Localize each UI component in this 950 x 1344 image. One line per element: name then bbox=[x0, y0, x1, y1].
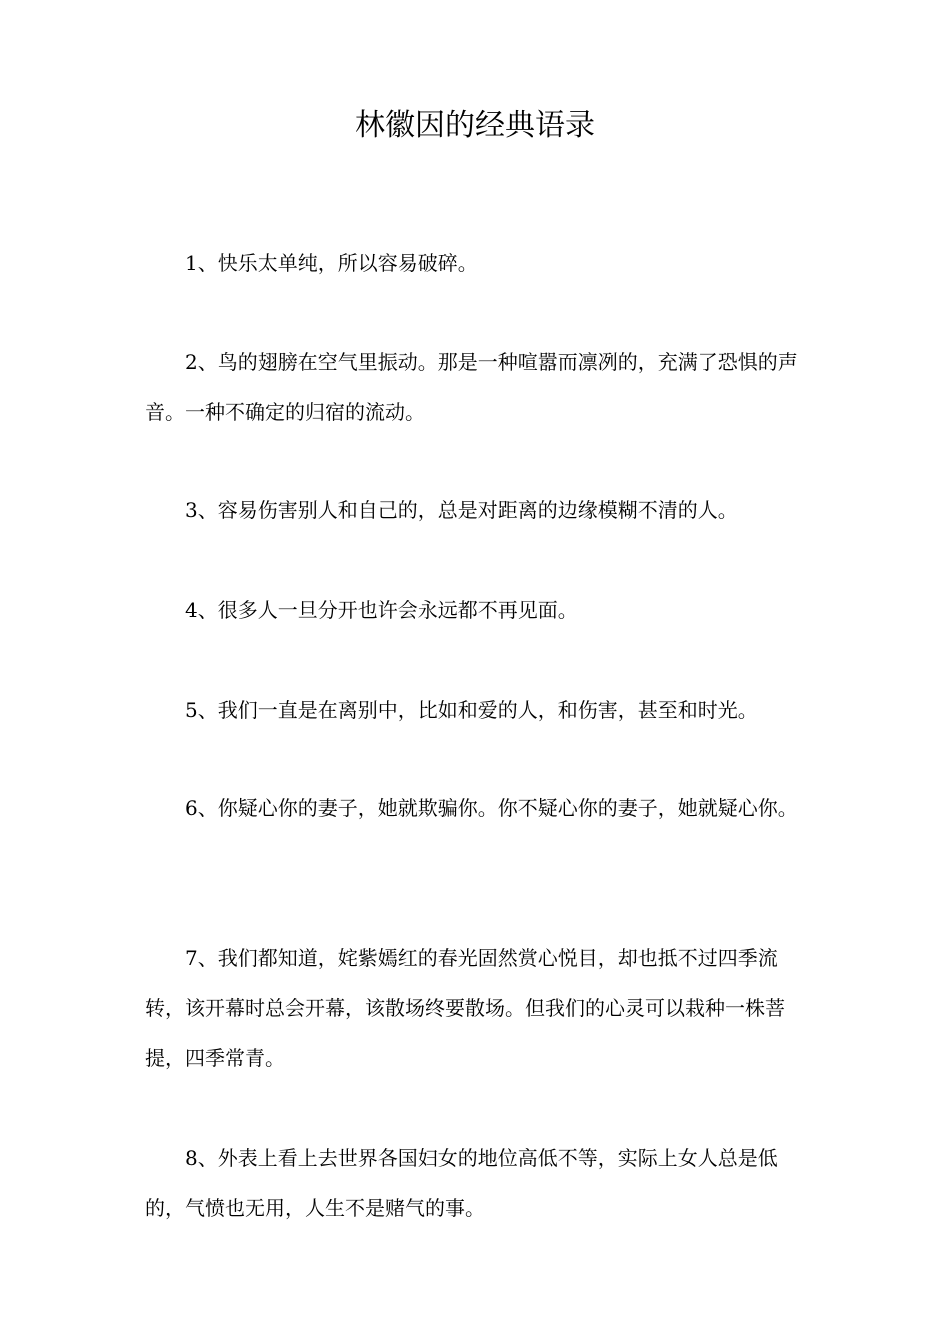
quote-paragraph: 3、容易伤害别人和自己的，总是对距离的边缘模糊不清的人。 bbox=[185, 498, 738, 522]
quote-paragraph: 7、我们都知道，姹紫嫣红的春光固然赏心悦目，却也抵不过四季流转，该开幕时总会开幕，该散场终要散场。但我们的心灵可以栽种一株菩提，四季常青。 bbox=[145, 946, 785, 1070]
document-title: 林徽因的经典语录 bbox=[355, 108, 595, 143]
quote-paragraph: 4、很多人一旦分开也许会永远都不再见面。 bbox=[185, 598, 578, 622]
quote-paragraph: 5、我们一直是在离别中，比如和爱的人，和伤害，甚至和时光。 bbox=[185, 698, 758, 722]
quote-paragraph: 1、快乐太单纯，所以容易破碎。 bbox=[185, 251, 478, 275]
quote-paragraph: 8、外表上看上去世界各国妇女的地位高低不等，实际上女人总是低的，气愤也无用，人生不是赌气的事。 bbox=[145, 1146, 778, 1220]
quote-paragraph: 2、鸟的翅膀在空气里振动。那是一种喧嚣而凛冽的，充满了恐惧的声音。一种不确定的归宿的流动。 bbox=[145, 350, 798, 424]
quote-paragraph: 6、你疑心你的妻子，她就欺骗你。你不疑心你的妻子，她就疑心你。 bbox=[185, 796, 798, 820]
